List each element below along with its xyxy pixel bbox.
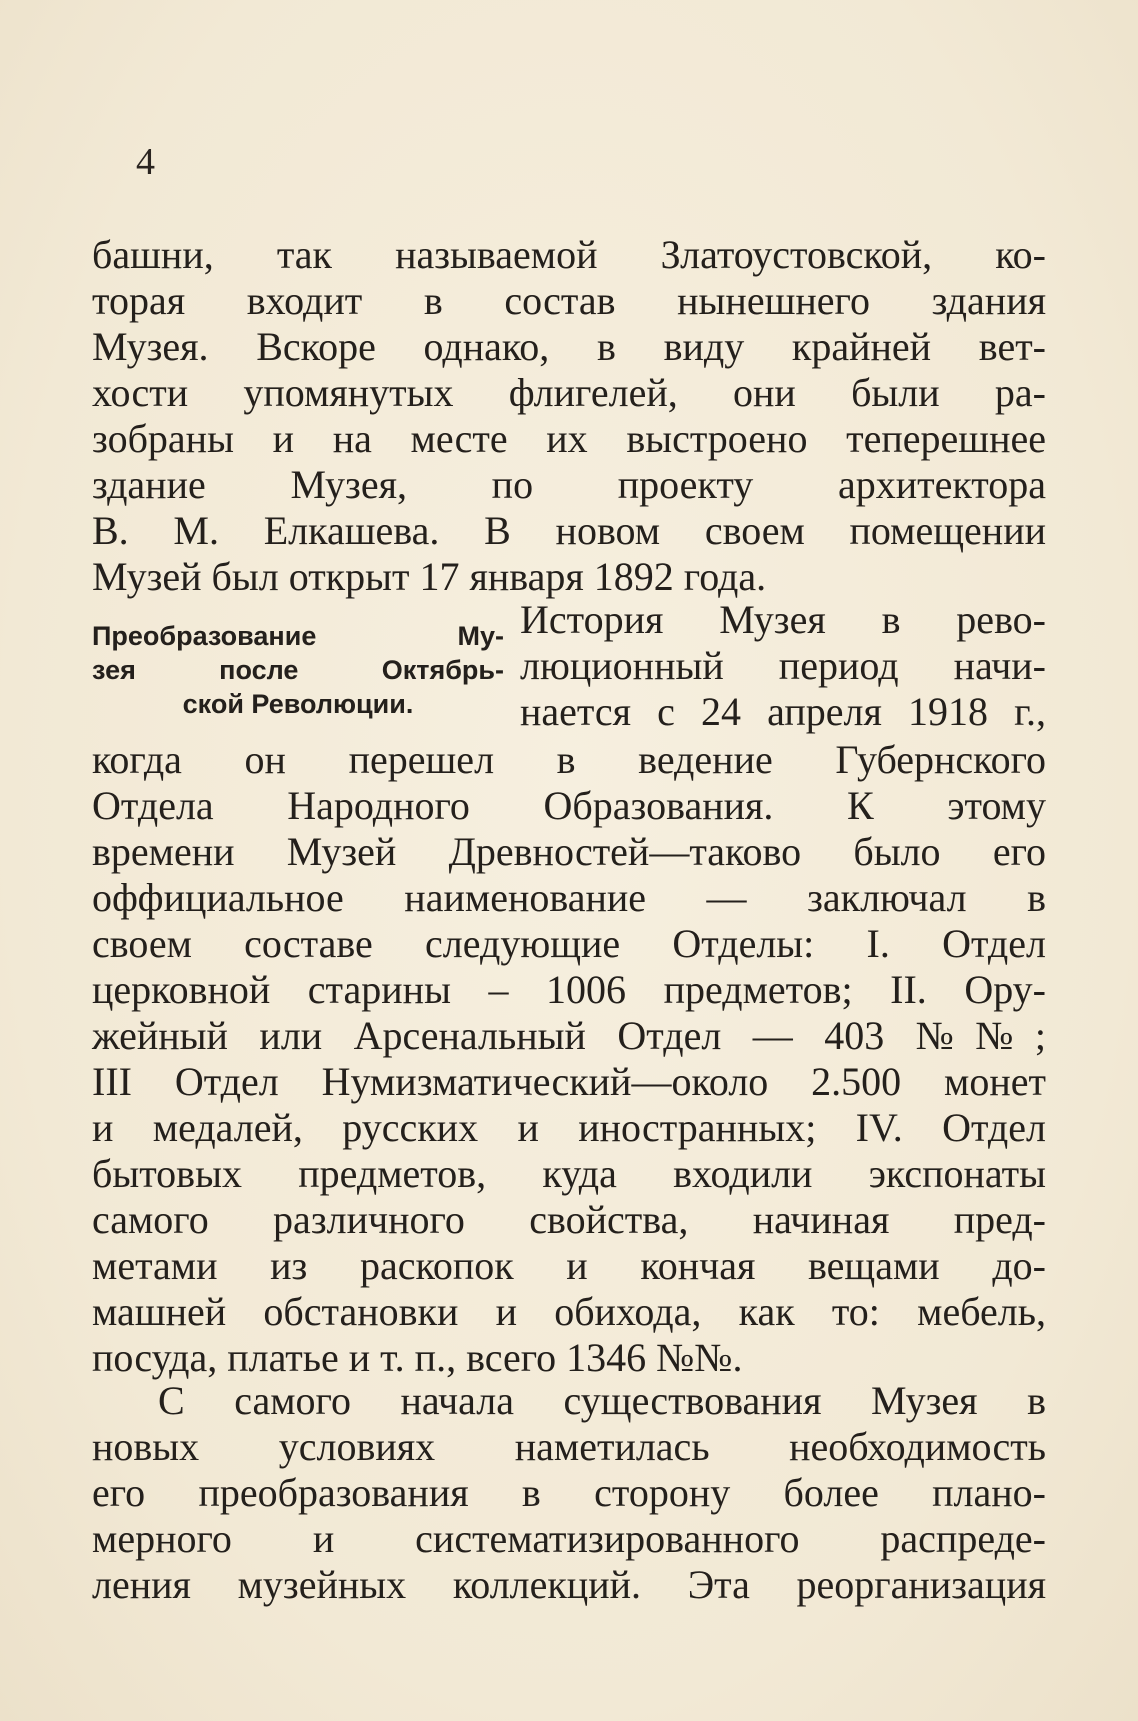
text-line: когда он перешел в ведение Губернского xyxy=(92,737,1046,782)
text-line: метами из раскопок и кончая вещами до- xyxy=(92,1243,1046,1288)
text-line: самого различного свойства, начиная пред- xyxy=(92,1197,1046,1242)
text-line: новых условиях наметилась необходимость xyxy=(92,1424,1046,1469)
text-line: В. М. Елкашева. В новом своем помещении xyxy=(92,508,1046,553)
text-line: его преобразования в сторону более плано- xyxy=(92,1470,1046,1515)
text-line: ления музейных коллекций. Эта реорганизация xyxy=(92,1562,1046,1607)
text-line: С самого начала существования Музея в xyxy=(158,1378,1046,1423)
text-line: хости упомянутых флигелей, они были ра- xyxy=(92,370,1046,415)
text-line: машней обстановки и обихода, как то: мебель, xyxy=(92,1289,1046,1334)
text-line: зобраны и на месте их выстроено теперешнее xyxy=(92,416,1046,461)
text-line: нается с 24 апреля 1918 г., xyxy=(520,689,1046,734)
paragraph-museum-departments xyxy=(92,737,1046,1381)
section-side-heading xyxy=(92,619,504,721)
paragraph-museum-building xyxy=(92,232,1046,600)
side-heading-line: ской Революции. xyxy=(182,689,414,719)
page-number: 4 xyxy=(136,141,155,183)
text-line: Отдела Народного Образования. К этому xyxy=(92,783,1046,828)
text-line: времени Музей Древностей—таково было его xyxy=(92,829,1046,874)
text-line: здание Музея, по проекту архитектора xyxy=(92,462,1046,507)
side-heading-line: зея после Октябрь- xyxy=(92,655,504,685)
side-heading-line: Преобразование Му- xyxy=(92,621,504,651)
text-line: История Музея в рево- xyxy=(520,597,1046,642)
text-line: оффициальное наименование — заключал в xyxy=(92,875,1046,920)
text-line: башни, так называемой Златоустовской, ко- xyxy=(92,232,1046,277)
paragraph-reorganization xyxy=(92,1378,1046,1608)
text-line: Музей был открыт 17 января 1892 года. xyxy=(92,554,767,599)
text-line: своем составе следующие Отделы: I. Отдел xyxy=(92,921,1046,966)
text-line: Музея. Вскоре однако, в виду крайней вет- xyxy=(92,324,1046,369)
text-line: жейный или Арсенальный Отдел — 403 №№; xyxy=(92,1013,1046,1058)
text-line: церковной старины – 1006 предметов; II. Ору- xyxy=(92,967,1046,1012)
paragraph-revolution-start xyxy=(520,597,1046,735)
text-line: III Отдел Нумизматический—около 2.500 монет xyxy=(92,1059,1046,1104)
text-line: мерного и систематизированного распреде- xyxy=(92,1516,1046,1561)
text-line: торая входит в состав нынешнего здания xyxy=(92,278,1046,323)
text-line: посуда, платье и т. п., всего 1346 №№. xyxy=(92,1335,743,1380)
text-line: бытовых предметов, куда входили экспонаты xyxy=(92,1151,1046,1196)
text-line: люционный период начи- xyxy=(520,643,1046,688)
text-line: и медалей, русских и иностранных; IV. Отдел xyxy=(92,1105,1046,1150)
